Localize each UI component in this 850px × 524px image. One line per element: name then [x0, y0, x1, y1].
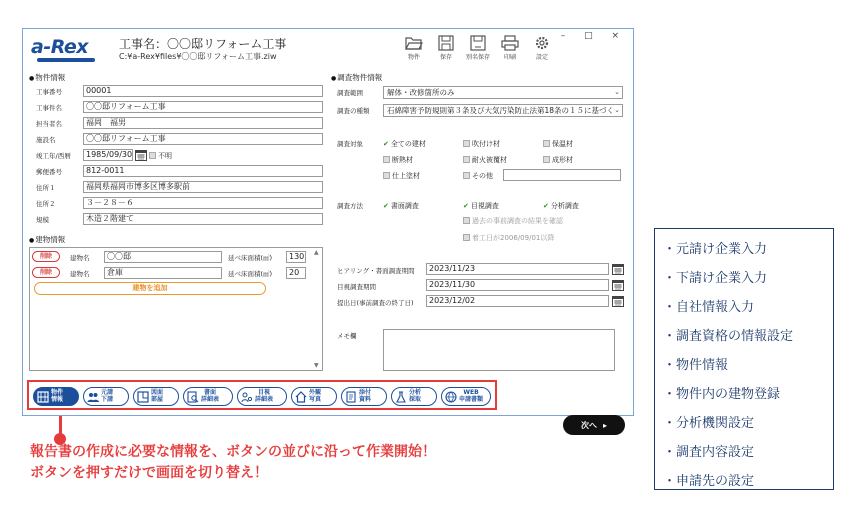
settings-label: 設定: [535, 54, 548, 61]
past-survey-label: 過去の事前調査の結果を確認: [472, 217, 563, 225]
feature-list: [654, 228, 834, 490]
building-icon: [37, 391, 49, 403]
hearing-period-label: ヒアリング・書面調査期間: [337, 267, 415, 275]
survey-type-label: 調査の種類: [337, 107, 370, 115]
calendar-icon[interactable]: [135, 149, 147, 161]
next-label: 次へ: [580, 420, 597, 430]
scroll-up-icon[interactable]: ▲: [314, 249, 319, 256]
save-label: 保存: [439, 54, 452, 61]
target-label-all: 全ての建材: [390, 140, 426, 148]
navigation-tab-bar: [27, 380, 497, 410]
building-name-field[interactable]: 〇〇邸: [104, 251, 222, 263]
scope-value: 解体・改修箇所のみ: [387, 88, 455, 97]
method-label: 調査方法: [337, 202, 363, 210]
target-checkbox[interactable]: [543, 139, 573, 149]
calendar-icon[interactable]: [612, 279, 624, 291]
checkbox-box: [463, 172, 470, 179]
tab-exterior-photos-label: 外観 写真: [309, 389, 322, 403]
open-property-button[interactable]: [400, 35, 428, 61]
method-label-visual: 目視調査: [470, 202, 499, 210]
open-property-label: 物件: [407, 54, 420, 61]
check-icon: ✔: [383, 202, 389, 210]
tab-exterior-photos[interactable]: [291, 387, 337, 406]
person-in-charge-field[interactable]: 福岡 福男: [83, 117, 323, 129]
logo-text: a-Rex: [31, 36, 89, 58]
feature-item: ・ 調査資格の情報設定: [663, 322, 833, 351]
tab-contractors-label: 元請 下請: [101, 389, 114, 403]
add-building-button[interactable]: 建物を追加: [34, 282, 266, 295]
after-2006-label: 着工日が2006/09/01以降: [472, 234, 555, 242]
target-label-finish: 仕上塗材: [392, 172, 420, 180]
settings-button[interactable]: [528, 35, 556, 61]
floor-area-field[interactable]: 20: [286, 267, 306, 279]
method-checkbox[interactable]: [463, 201, 499, 211]
method-label-analysis: 分析調査: [550, 202, 579, 210]
completion-date-field[interactable]: 1985/09/30: [83, 149, 133, 161]
floorplan-icon: [137, 391, 149, 403]
past-survey-checkbox[interactable]: [463, 216, 563, 226]
project-number-field[interactable]: 00001: [83, 85, 323, 97]
method-checkbox[interactable]: [543, 201, 579, 211]
method-checkbox[interactable]: [383, 201, 419, 211]
memo-field[interactable]: [383, 329, 615, 371]
building-name-label: 建物名: [70, 254, 90, 262]
visual-period-label: 目視調査期間: [337, 283, 376, 291]
target-checkbox[interactable]: [383, 155, 413, 165]
printer-icon: [501, 35, 519, 51]
tab-attachments-label: 添付 資料: [359, 389, 372, 403]
tab-document-details[interactable]: [183, 387, 233, 406]
address1-field[interactable]: 福岡県福岡市博多区博多駅前: [83, 181, 323, 193]
analysis-icon: [395, 391, 407, 403]
building-name-label: 建物名: [70, 270, 90, 278]
chevron-down-icon: ⌄: [614, 88, 620, 96]
save-as-label: 別名保存: [465, 54, 490, 61]
property-section-title: ● 物件情報: [29, 72, 65, 83]
checkbox-box: [463, 217, 470, 224]
floor-area-label: 延べ床面積(㎡): [228, 270, 273, 278]
checkbox-box: [543, 156, 550, 163]
window-controls[interactable]: – □ ×: [560, 31, 627, 41]
building-section-title: ● 建物情報: [29, 234, 65, 245]
app-window: [22, 28, 634, 430]
feature-item: ・ 自社情報入力: [663, 293, 833, 322]
field-label-postal: 郵便番号: [36, 168, 62, 176]
method-label-document: 書面調査: [390, 202, 419, 210]
target-label-other: その他: [472, 172, 493, 180]
inspect-icon: [241, 391, 253, 403]
other-target-field[interactable]: [503, 169, 621, 181]
floor-area-field[interactable]: 130: [286, 251, 306, 263]
tab-web-application-label: WEB 申請書類: [459, 389, 484, 403]
checkbox-box: [383, 172, 390, 179]
delete-building-button[interactable]: 削除: [32, 267, 60, 278]
callout-line-2: ボタンを押すだけで画面を切り替え！: [30, 465, 268, 481]
unknown-label: 不明: [158, 152, 172, 160]
callout-line-1: 報告書の作成に必要な情報を、ボタンの並びに沿って作業開始！: [30, 444, 436, 460]
tab-web-application[interactable]: [441, 387, 491, 406]
field-label-address2: 住所２: [36, 200, 56, 208]
target-checkbox[interactable]: [463, 171, 493, 181]
after-2006-checkbox[interactable]: [463, 233, 554, 243]
field-label-scale: 規模: [36, 216, 49, 224]
tab-drawings-rooms[interactable]: [133, 387, 179, 406]
floor-area-label: 延べ床面積(㎡): [228, 254, 273, 262]
feature-item: ・ 物件内の建物登録: [663, 380, 833, 409]
scope-label: 調査範囲: [337, 89, 363, 97]
building-list: [29, 247, 323, 371]
tab-drawings-rooms-label: 図面 部屋: [151, 389, 164, 403]
save-as-icon: [469, 35, 487, 51]
tab-property-info-label: 物件 情報: [51, 389, 64, 403]
delete-building-button[interactable]: 削除: [32, 251, 60, 262]
checkbox-box: [463, 234, 470, 241]
building-row: [32, 250, 312, 264]
submit-date-label: 提出日(事前調査の終了日): [337, 299, 414, 307]
project-name-field[interactable]: 〇〇邸リフォーム工事: [83, 101, 323, 113]
survey-type-value: 石綿障害予防規則第３条及び大気汚染防止法第18条の１５に基づく: [387, 106, 615, 115]
toolbar: [400, 35, 556, 61]
target-label-spray: 吹付け材: [472, 140, 500, 148]
people-icon: [87, 391, 99, 403]
feature-item: ・ 申請先の設定: [663, 467, 833, 496]
app-logo: [31, 36, 101, 58]
checkbox-box: [383, 156, 390, 163]
building-row: [32, 266, 312, 280]
target-label: 調査対象: [337, 140, 363, 148]
calendar-icon[interactable]: [612, 263, 624, 275]
tab-attachments[interactable]: [341, 387, 387, 406]
scale-field[interactable]: 木造２階建て: [83, 213, 323, 225]
target-label-insulation: 保温材: [552, 140, 573, 148]
target-label-thermal: 断熱材: [392, 156, 413, 164]
tab-visual-details-label: 目視 詳細表: [255, 389, 274, 403]
attachment-icon: [345, 391, 357, 403]
feature-item: ・ 分析機関設定: [663, 409, 833, 438]
folder-open-icon: [405, 35, 423, 51]
target-checkbox[interactable]: [383, 171, 420, 181]
document-search-icon: [187, 391, 199, 403]
tab-analysis-sampling[interactable]: [391, 387, 437, 406]
check-icon: ✔: [543, 202, 549, 210]
project-title: 工事名：〇〇邸リフォーム工事: [119, 37, 287, 51]
field-label-completion: 竣工年/西暦: [36, 152, 71, 160]
project-path: C:¥a-Rex¥files¥〇〇邸リフォーム工事.ziw: [119, 52, 277, 61]
feature-item: ・ 下請け企業入力: [663, 264, 833, 293]
callout-text: [30, 442, 436, 484]
target-label-molded: 成形材: [552, 156, 573, 164]
scope-select[interactable]: [383, 86, 623, 99]
field-label-address1: 住所１: [36, 184, 56, 192]
postal-code-field[interactable]: 812-0011: [83, 165, 323, 177]
submit-date-field[interactable]: 2023/12/02: [426, 295, 609, 307]
scroll-down-icon[interactable]: ▼: [314, 362, 319, 369]
field-label-project-name: 工事件名: [36, 104, 62, 112]
check-icon: ✔: [463, 202, 469, 210]
survey-type-select[interactable]: [383, 104, 623, 117]
address2-field[interactable]: ３－２８－６: [83, 197, 323, 209]
print-button[interactable]: [496, 35, 524, 61]
target-checkbox[interactable]: [463, 139, 500, 149]
house-icon: [295, 391, 307, 403]
next-button[interactable]: [563, 415, 625, 435]
unknown-checkbox[interactable]: [149, 151, 172, 161]
chevron-down-icon: ⌄: [614, 106, 620, 114]
calendar-icon[interactable]: [612, 295, 624, 307]
memo-label: メモ欄: [337, 332, 357, 340]
building-scrollbar[interactable]: [313, 249, 321, 369]
save-icon: [437, 35, 455, 51]
target-label-fireproof: 耐火被覆材: [472, 156, 507, 164]
checkbox-box: [463, 140, 470, 147]
hearing-period-field[interactable]: 2023/11/23: [426, 263, 609, 275]
print-label: 印刷: [503, 54, 516, 61]
field-label-facility: 施設名: [36, 136, 56, 144]
feature-item: ・ 調査内容設定: [663, 438, 833, 467]
building-name-field[interactable]: 倉庫: [104, 267, 222, 279]
save-button[interactable]: [432, 35, 460, 61]
check-icon: ✔: [383, 140, 389, 148]
target-checkbox[interactable]: [463, 155, 507, 165]
tab-contractors[interactable]: [83, 387, 129, 406]
save-as-button[interactable]: [464, 35, 492, 61]
logo-underline: [37, 58, 95, 62]
target-checkbox[interactable]: [383, 139, 426, 149]
field-label-project-number: 工事番号: [36, 88, 62, 96]
tab-property-info[interactable]: [33, 387, 79, 406]
visual-period-field[interactable]: 2023/11/30: [426, 279, 609, 291]
checkbox-box: [543, 140, 550, 147]
web-icon: [445, 391, 457, 403]
feature-item: ・ 元請け企業入力: [663, 235, 833, 264]
feature-item: ・ 物件情報: [663, 351, 833, 380]
arrow-right-icon: ▸: [602, 420, 607, 430]
tab-document-details-label: 書面 詳細表: [201, 389, 220, 403]
target-checkbox[interactable]: [543, 155, 573, 165]
checkbox-box: [463, 156, 470, 163]
field-label-person: 担当者名: [36, 120, 62, 128]
gear-icon: [533, 35, 551, 51]
unknown-checkbox-box: [149, 152, 156, 159]
tab-visual-details[interactable]: [237, 387, 287, 406]
survey-section-title: ● 調査物件情報: [331, 72, 382, 83]
tab-analysis-sampling-label: 分析 採取: [409, 389, 422, 403]
facility-name-field[interactable]: 〇〇邸リフォーム工事: [83, 133, 323, 145]
